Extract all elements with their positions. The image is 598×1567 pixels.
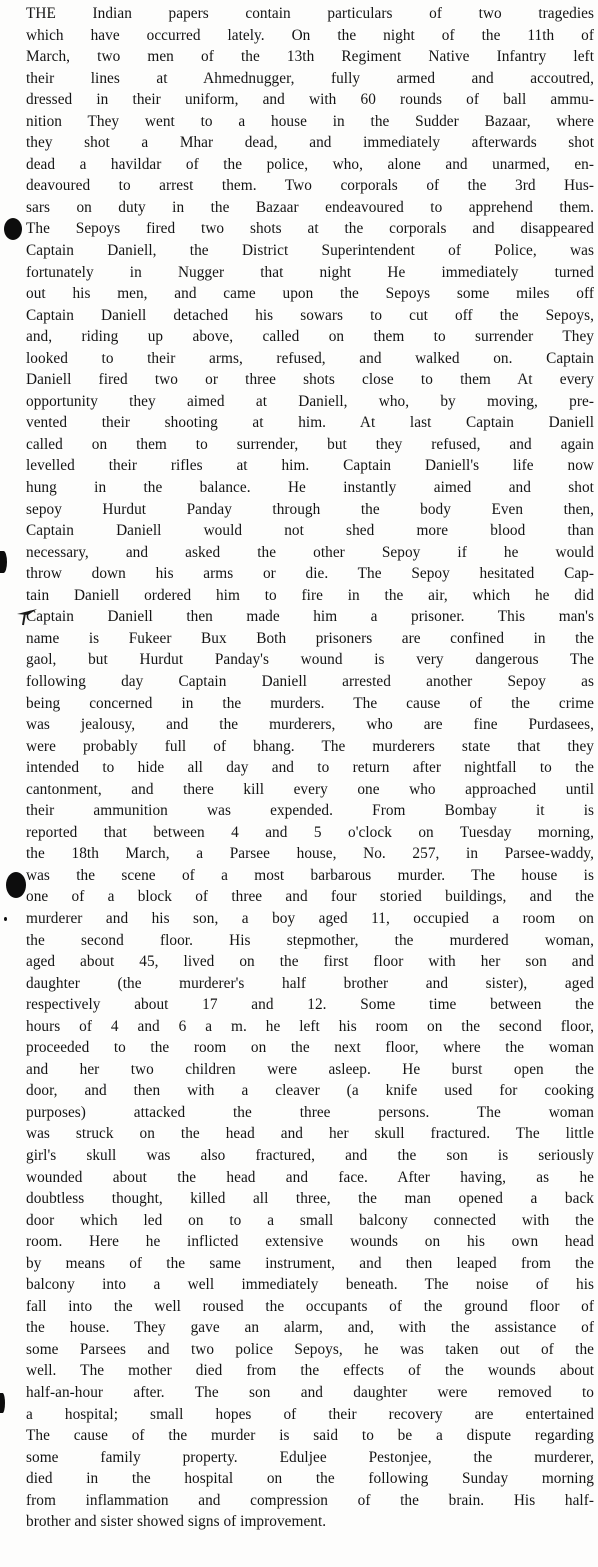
article-line: THE Indian papers contain particulars of two tragedies [26, 5, 594, 22]
article-line: called on them to surrender, but they refused, and again [26, 435, 594, 453]
ink-blot [0, 551, 7, 573]
article-line: vented their shooting at him. At last Captain Daniell [26, 414, 594, 432]
article-line: their ammunition was expended. From Bombay it is [26, 802, 594, 820]
article-line: being concerned in the murders. The cause of the crime [26, 694, 594, 712]
article-line: balcony into a well immediately beneath. The noise of his [26, 1276, 594, 1294]
article-line: half-an-hour after. The son and daughter were removed to [26, 1384, 594, 1401]
article-line: some Parsees and two police Sepoys, he was taken out of the [26, 1340, 594, 1358]
ink-blot [4, 917, 7, 921]
article-line: fortunately in Nugger that night He immediately turned [26, 263, 594, 281]
ink-blot [0, 1393, 5, 1413]
article-line: dressed in their uniform, and with 60 rounds of ball ammu- [26, 91, 594, 109]
article-line: necessary, and asked the other Sepoy if he would [26, 543, 594, 561]
article-line: was jealousy, and the murderers, who are fine Purdasees, [26, 716, 594, 734]
article-line: was the scene of a most barbarous murder. The house is [26, 866, 594, 884]
article-line: deavoured to arrest them. Two corporals of the 3rd Hus- [26, 177, 594, 195]
article-line: March, two men of the 13th Regiment Native Infantry left [26, 48, 594, 66]
article-line: respectively about 17 and 12. Some time between the [26, 996, 594, 1014]
article-line: gaol, but Hurdut Panday's wound is very dangerous The [26, 651, 594, 669]
article-line: opportunity they aimed at Daniell, who, by moving, pre- [26, 392, 594, 410]
article-line: room. Here he inflicted extensive wounds on his own head [26, 1233, 594, 1251]
article-line: they shot a Mhar dead, and immediately afterwards shot [26, 134, 594, 152]
article-line: were probably full of bhang. The murderers state that they [26, 737, 594, 755]
article-line: which have occurred lately. On the night of the 11th of [26, 26, 594, 44]
article-line: from inflammation and compression of the brain. His half- [26, 1491, 594, 1509]
article-line: by means of the same instrument, and then leaped from the [26, 1254, 594, 1272]
ink-blot [4, 218, 22, 240]
article-line: a hospital; small hopes of their recovery are entertained [26, 1405, 594, 1423]
article-line: throw down his arms or die. The Sepoy hesitated Cap- [26, 565, 594, 583]
article-line: one of a block of three and four storied buildings, and the [26, 888, 594, 906]
article-line: out his men, and came upon the Sepoys some miles off [26, 285, 594, 303]
article-line: Captain Daniell would not shed more blood than [26, 522, 594, 540]
article-line: Captain Daniell detached his sowars to cut off the Sepoys, [26, 306, 594, 324]
article-line: Captain Daniell then made him a prisoner. This man's [26, 608, 594, 626]
article-line: the 18th March, a Parsee house, No. 257, in Parsee-waddy, [26, 845, 594, 863]
article-line: name is Fukeer Bux Both prisoners are confined in the [26, 629, 594, 647]
article-line: nition They went to a house in the Sudder Bazaar, where [26, 112, 594, 130]
article-line: well. The mother died from the effects of the wounds about [26, 1362, 594, 1380]
article-line: following day Captain Daniell arrested another Sepoy as [26, 672, 594, 690]
article-line: doubtless thought, killed all three, the man opened a back [26, 1190, 594, 1208]
article-line: the house. They gave an alarm, and, with the assistance of [26, 1319, 594, 1337]
article-line: intended to hide all day and to return after nightfall to the [26, 759, 594, 777]
article-line: door, and then with a cleaver (a knife used for cooking [26, 1082, 594, 1100]
article-line: hours of 4 and 6 a m. he left his room on the second floor, [26, 1017, 594, 1035]
article-line: some family property. Eduljee Pestonjee, the murderer, [26, 1448, 594, 1466]
article-text-column [26, 3, 594, 1533]
article-line: levelled their rifles at him. Captain Daniell's life now [26, 457, 594, 475]
article-line: dead a havildar of the police, who, alone and unarmed, en- [26, 155, 594, 173]
article-line: hung in the balance. He instantly aimed and shot [26, 479, 594, 497]
article-line: Daniell fired two or three shots close to them At every [26, 371, 594, 389]
article-line: door which led on to a small balcony connected with the [26, 1211, 594, 1229]
article-line: their lines at Ahmednugger, fully armed and accoutred, [26, 69, 594, 87]
ink-blot [6, 872, 26, 898]
article-line: girl's skull was also fractured, and the son is seriously [26, 1146, 594, 1164]
article-line: murderer and his son, a boy aged 11, occupied a room on [26, 909, 594, 927]
article-line: looked to their arms, refused, and walked on. Captain [26, 349, 594, 367]
article-line: the second floor. His stepmother, the murdered woman, [26, 931, 594, 949]
article-line: brother and sister showed signs of improvement. [26, 1513, 327, 1531]
article-line: sepoy Hurdut Panday through the body Even then, [26, 500, 594, 518]
article-line: reported that between 4 and 5 o'clock on Tuesday morning, [26, 823, 594, 841]
article-line: The Sepoys fired two shots at the corporals and disappeared [26, 220, 594, 238]
article-line: died in the hospital on the following Sunday morning [26, 1470, 594, 1488]
article-line: aged about 45, lived on the first floor with her son and [26, 953, 594, 971]
article-line: was struck on the head and her skull fractured. The little [26, 1125, 594, 1143]
article-line: tain Daniell ordered him to fire in the air, which he did [26, 586, 594, 604]
article-line: and her two children were asleep. He burst open the [26, 1060, 594, 1078]
article-line: fall into the well roused the occupants of the ground floor of [26, 1297, 594, 1315]
article-line: sars on duty in the Bazaar endeavoured to apprehend them. [26, 198, 594, 216]
article-line: The cause of the murder is said to be a dispute regarding [26, 1427, 594, 1445]
article-line: daughter (the murderer's half brother and sister), aged [26, 974, 594, 992]
article-line: cantonment, and there kill every one who approached until [26, 780, 594, 798]
article-line: wounded about the head and face. After having, as he [26, 1168, 594, 1186]
article-line: purposes) attacked the three persons. The woman [26, 1103, 594, 1121]
article-line: proceeded to the room on the next floor, where the woman [26, 1039, 594, 1057]
article-line: and, riding up above, called on them to surrender They [26, 328, 594, 346]
article-line: Captain Daniell, the District Superintendent of Police, was [26, 242, 594, 260]
